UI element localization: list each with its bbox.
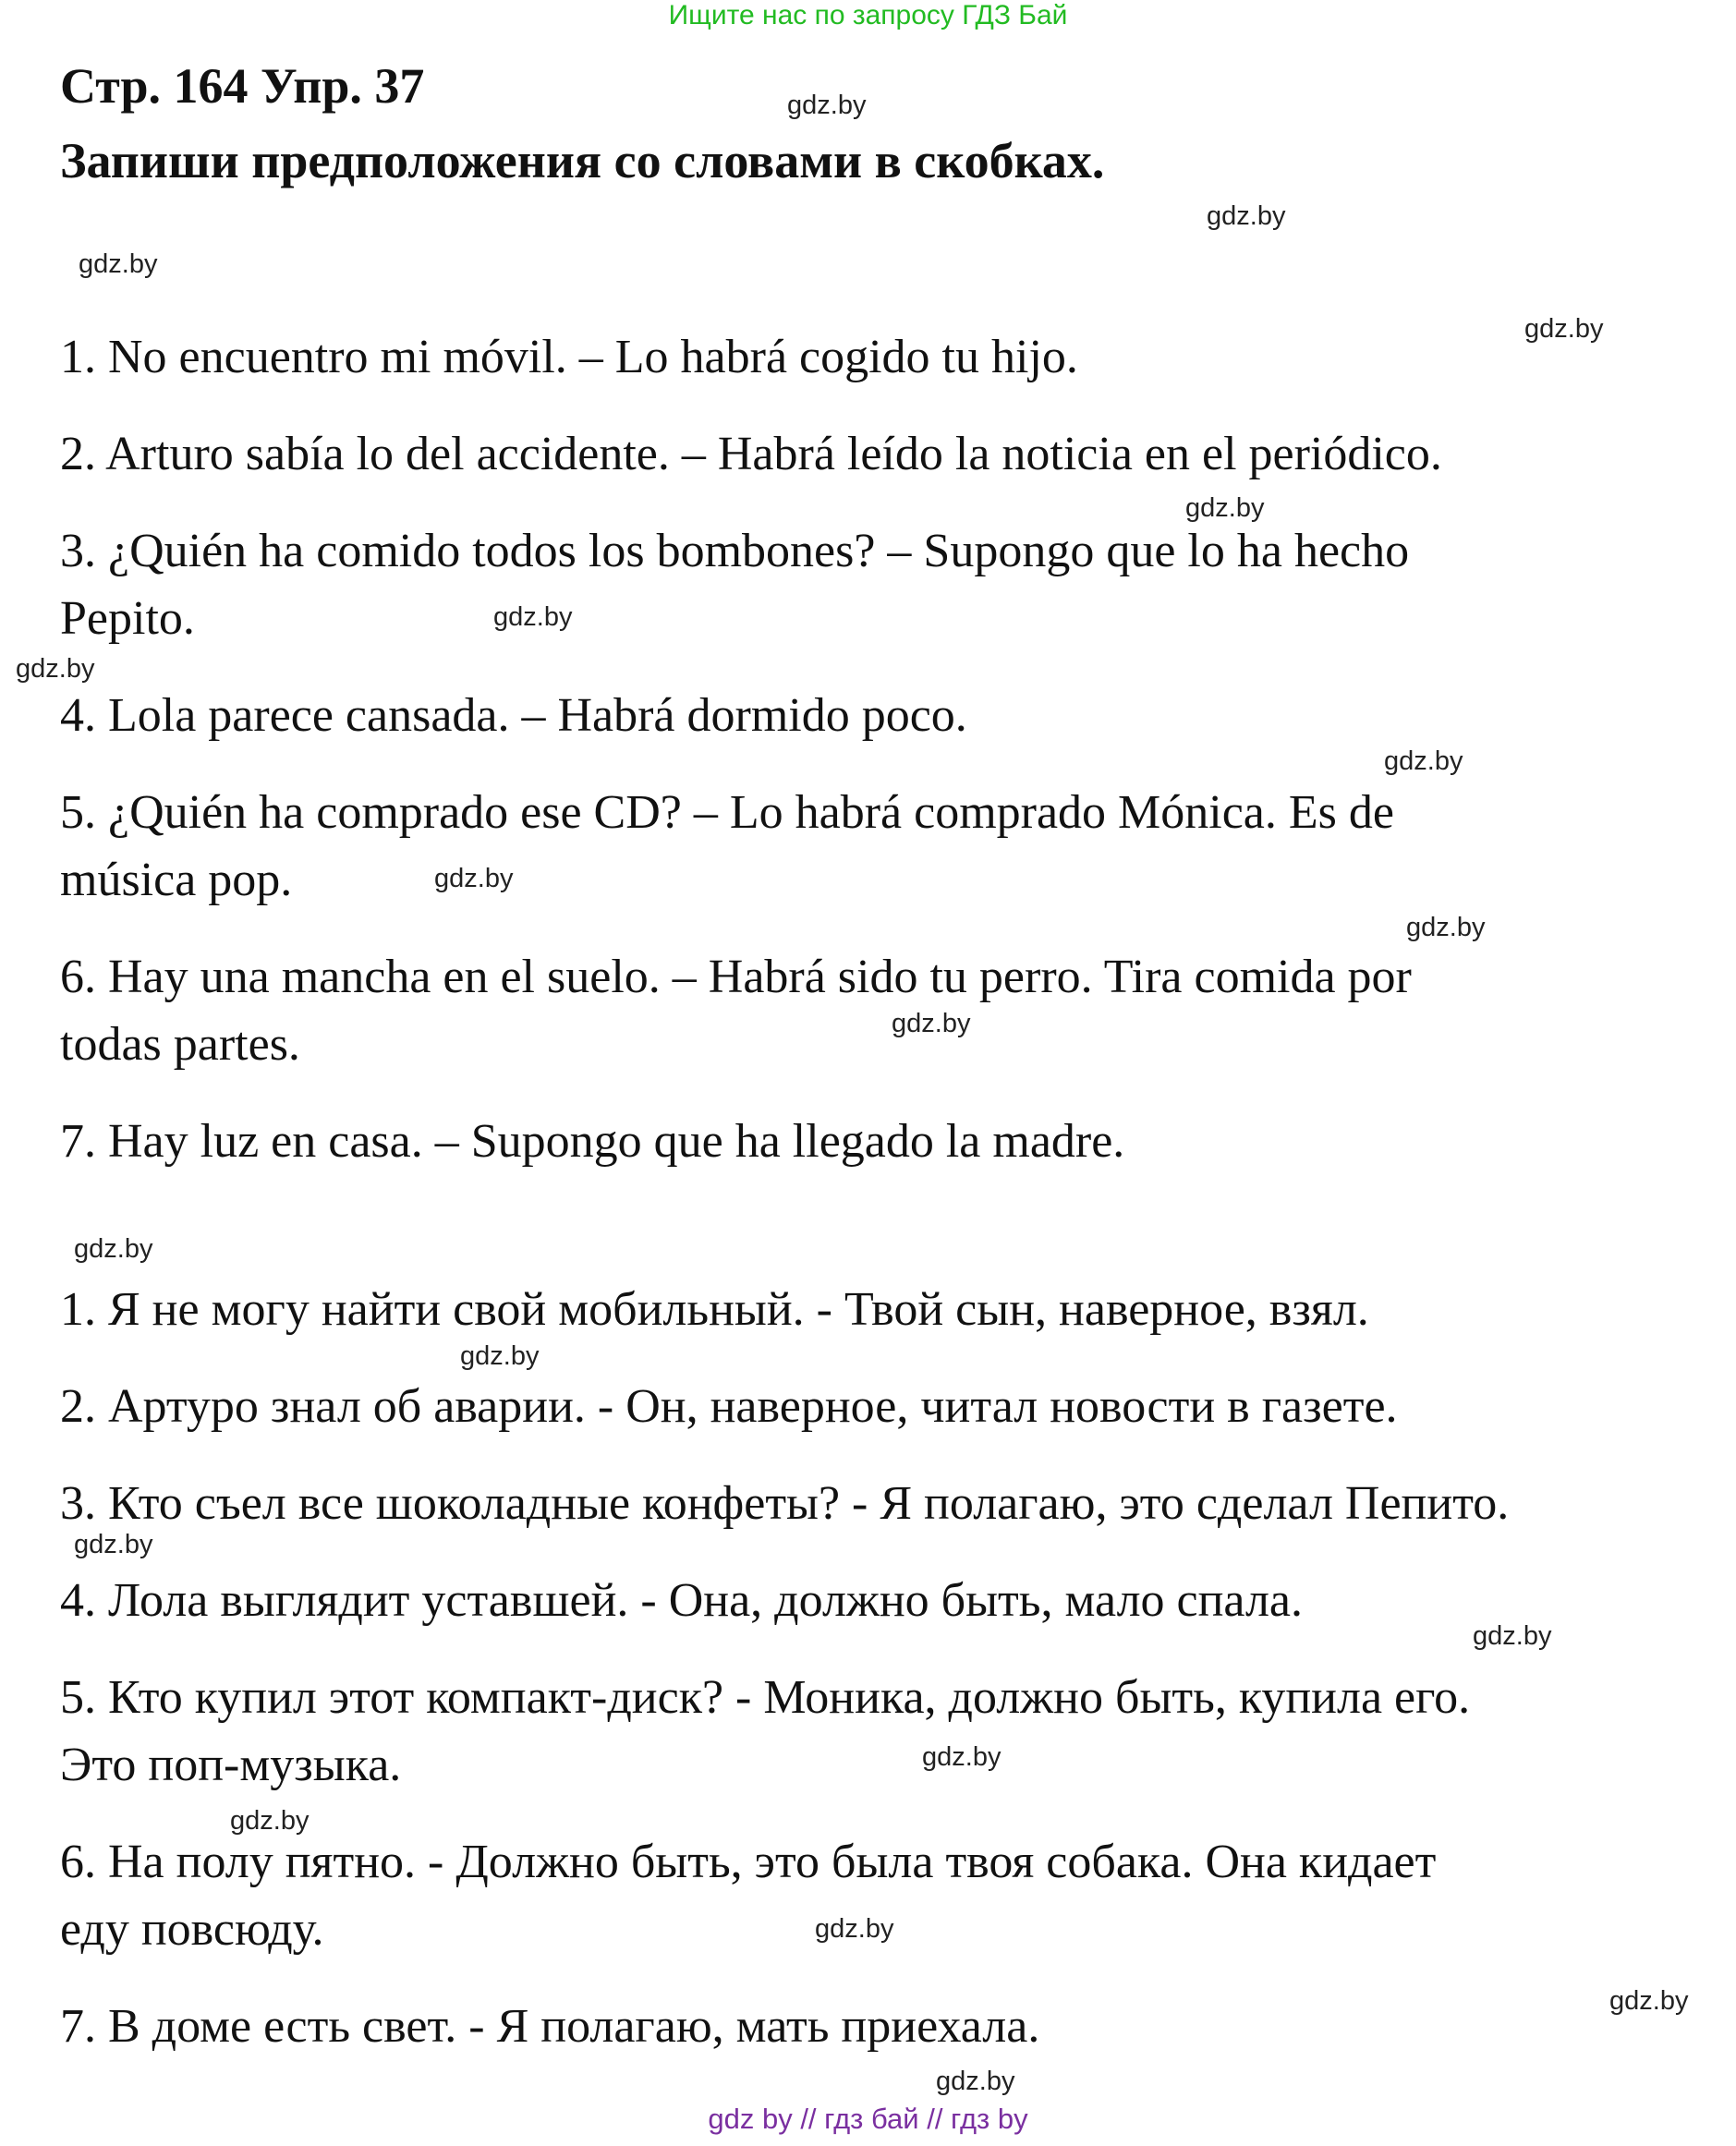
- russian-line: Это поп-музыка.: [60, 1739, 402, 1791]
- russian-line: 2. Артуро знал об аварии. - Он, наверное, читал новости в газете.: [60, 1380, 1398, 1433]
- watermark: gdz.by: [1406, 913, 1486, 942]
- spanish-line: 5. ¿Quién ha comprado ese CD? – Lo habrá comprado Mónica. Es de: [60, 786, 1394, 839]
- watermark: gdz.by: [434, 864, 514, 893]
- watermark: gdz.by: [936, 2067, 1015, 2096]
- russian-line: 3. Кто съел все шоколадные конфеты? - Я полагаю, это сделал Пепито.: [60, 1477, 1510, 1530]
- spanish-line: 4. Lola parece cansada. – Habrá dormido poco.: [60, 689, 967, 742]
- spanish-line: música pop.: [60, 854, 293, 906]
- watermark: gdz.by: [1207, 201, 1286, 231]
- russian-line: еду повсюду.: [60, 1903, 324, 1956]
- watermark: gdz.by: [74, 1234, 153, 1264]
- spanish-line: 1. No encuentro mi móvil. – Lo habrá cogido tu hijo.: [60, 331, 1078, 383]
- spanish-line: 3. ¿Quién ha comido todos los bombones? – Supongo que lo ha hecho: [60, 525, 1410, 577]
- top-banner[interactable]: Ищите нас по запросу ГДЗ Бай: [668, 0, 1068, 30]
- watermark: gdz.by: [815, 1914, 894, 1944]
- watermark: gdz.by: [1609, 1986, 1689, 2016]
- russian-line: 1. Я не могу найти свой мобильный. - Твой сын, наверное, взял.: [60, 1283, 1369, 1336]
- watermark: gdz.by: [922, 1742, 1002, 1772]
- watermark: gdz.by: [79, 249, 158, 279]
- watermark: gdz.by: [493, 602, 573, 632]
- footer-links[interactable]: gdz by // гдз бай // гдз by: [708, 2103, 1028, 2135]
- russian-line: 6. На полу пятно. - Должно быть, это была твоя собака. Она кидает: [60, 1836, 1437, 1888]
- spanish-line: todas partes.: [60, 1018, 300, 1071]
- task-heading: Запиши предположения со словами в скобках.: [60, 133, 1105, 188]
- page-title: Стр. 164 Упр. 37: [60, 58, 425, 114]
- spanish-line: 6. Hay una mancha en el suelo. – Habrá sido tu perro. Tira comida por: [60, 951, 1412, 1003]
- watermark: gdz.by: [787, 91, 867, 120]
- watermark: gdz.by: [460, 1341, 540, 1371]
- spanish-line: Pepito.: [60, 592, 195, 645]
- spanish-line: 7. Hay luz en casa. – Supongo que ha llegado la madre.: [60, 1115, 1125, 1168]
- watermark: gdz.by: [1524, 314, 1604, 344]
- spanish-line: 2. Arturo sabía lo del accidente. – Habrá leído la noticia en el periódico.: [60, 428, 1442, 480]
- russian-line: 5. Кто купил этот компакт-диск? - Моника, должно быть, купила его.: [60, 1671, 1471, 1724]
- russian-line: 7. В доме есть свет. - Я полагаю, мать приехала.: [60, 2000, 1040, 2053]
- watermark: gdz.by: [230, 1806, 310, 1836]
- watermark: gdz.by: [74, 1530, 153, 1559]
- watermark: gdz.by: [1384, 746, 1463, 776]
- watermark: gdz.by: [1473, 1621, 1552, 1651]
- watermark: gdz.by: [1185, 493, 1265, 523]
- russian-line: 4. Лола выглядит уставшей. - Она, должно быть, мало спала.: [60, 1574, 1303, 1627]
- watermark: gdz.by: [16, 654, 95, 684]
- watermark: gdz.by: [892, 1009, 971, 1038]
